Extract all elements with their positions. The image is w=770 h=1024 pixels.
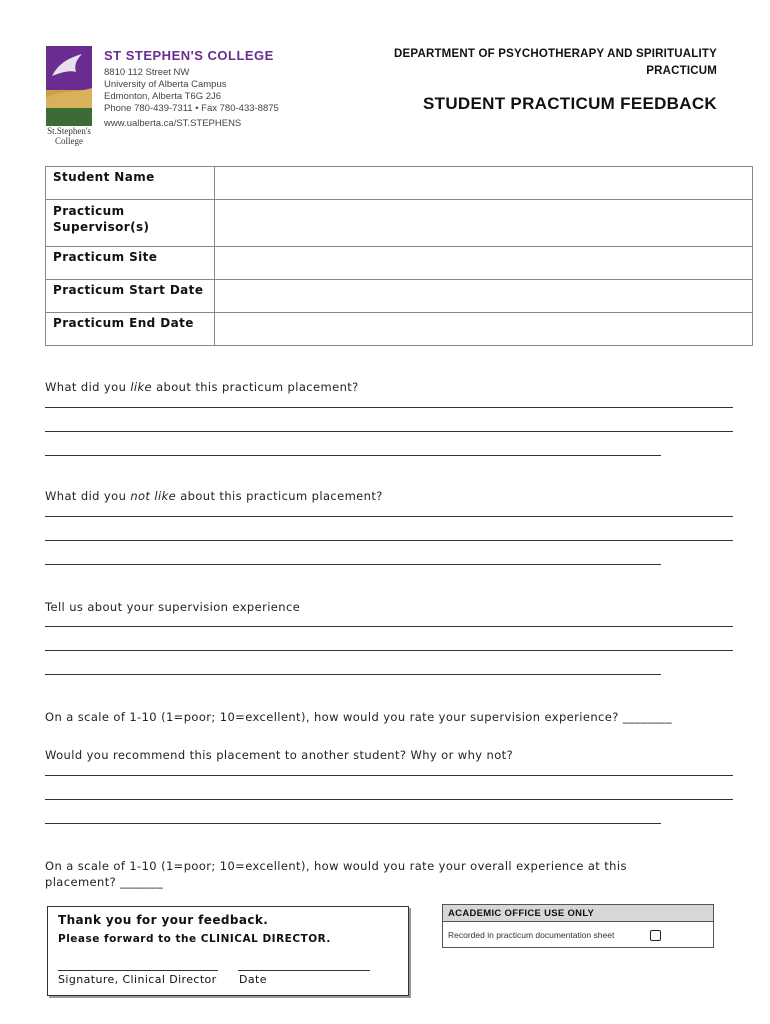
answer-line-recommend-3[interactable] [45, 823, 661, 824]
address-campus: University of Alberta Campus [104, 79, 227, 90]
table-row [46, 167, 753, 200]
question-supervision: Tell us about your supervision experience [45, 600, 301, 614]
recorded-checkbox[interactable] [650, 930, 661, 941]
department-line-1: DEPARTMENT OF PSYCHOTHERAPY AND SPIRITUALITY [394, 48, 717, 60]
address-phone-fax: Phone 780-439-7311 • Fax 780-433-8875 [104, 103, 279, 114]
office-use-heading: ACADEMIC OFFICE USE ONLY [443, 905, 713, 922]
answer-line-not-liked-3[interactable] [45, 564, 661, 565]
signature-line[interactable] [58, 970, 218, 971]
date-label: Date [239, 973, 267, 986]
address-city: Edmonton, Alberta T6G 2J6 [104, 91, 222, 102]
answer-line-recommend-1[interactable] [45, 775, 733, 776]
answer-line-liked-1[interactable] [45, 407, 733, 408]
start-date-field[interactable] [215, 280, 753, 313]
question-not-liked [45, 489, 383, 503]
practicum-site-field[interactable] [215, 247, 753, 280]
table-row [46, 280, 753, 313]
department-line-2: PRACTICUM [646, 65, 717, 77]
department-heading [317, 46, 717, 80]
answer-line-recommend-2[interactable] [45, 799, 733, 800]
answer-line-supervision-1[interactable] [45, 626, 733, 627]
question-recommend: Would you recommend this placement to another student? Why or why not? [45, 748, 514, 762]
answer-line-supervision-3[interactable] [45, 674, 661, 675]
table-row [46, 313, 753, 346]
form-title: STUDENT PRACTICUM FEEDBACK [423, 94, 717, 113]
question-not-liked-emphasis: not like [130, 489, 177, 503]
answer-line-not-liked-2[interactable] [45, 540, 733, 541]
date-line[interactable] [238, 970, 370, 971]
end-date-label: Practicum End Date [46, 313, 215, 346]
address-website: www.ualberta.ca/ST.STEPHENS [104, 118, 242, 129]
answer-line-supervision-2[interactable] [45, 650, 733, 651]
signature-label: Signature, Clinical Director [58, 973, 217, 986]
question-liked [45, 380, 359, 394]
supervisor-field[interactable] [215, 200, 753, 247]
supervisor-label: Practicum Supervisor(s) [46, 200, 215, 247]
answer-line-liked-2[interactable] [45, 431, 733, 432]
question-not-liked-post: about this practicum placement? [176, 489, 383, 503]
student-info-table [45, 166, 753, 346]
question-overall-rating-line-2[interactable]: placement? _______ [45, 875, 164, 889]
question-not-liked-pre: What did you [45, 489, 131, 503]
question-liked-pre: What did you [45, 380, 131, 394]
answer-line-not-liked-1[interactable] [45, 516, 733, 517]
college-name: ST STEPHEN'S COLLEGE [104, 48, 274, 63]
question-overall-rating-line-1: On a scale of 1-10 (1=poor; 10=excellent), how would you rate your overall experience at this [45, 859, 627, 873]
question-liked-emphasis: like [130, 380, 153, 394]
forward-instruction: Please forward to the CLINICAL DIRECTOR. [58, 933, 331, 945]
practicum-site-label: Practicum Site [46, 247, 215, 280]
end-date-field[interactable] [215, 313, 753, 346]
table-row [46, 200, 753, 247]
question-liked-post: about this practicum placement? [152, 380, 359, 394]
student-name-field[interactable] [215, 167, 753, 200]
question-supervision-rating[interactable]: On a scale of 1-10 (1=poor; 10=excellent), how would you rate your supervision experience? ________ [45, 710, 672, 724]
thanks-message: Thank you for your feedback. [58, 913, 269, 927]
office-use-text: Recorded in practicum documentation sheet [448, 930, 615, 940]
student-name-label: Student Name [46, 167, 215, 200]
college-logo [46, 46, 92, 126]
start-date-label: Practicum Start Date [46, 280, 215, 313]
logo-caption: St.Stephen's College [47, 126, 91, 146]
answer-line-liked-3[interactable] [45, 455, 661, 456]
table-row [46, 247, 753, 280]
address-street: 8810 112 Street NW [104, 67, 190, 78]
